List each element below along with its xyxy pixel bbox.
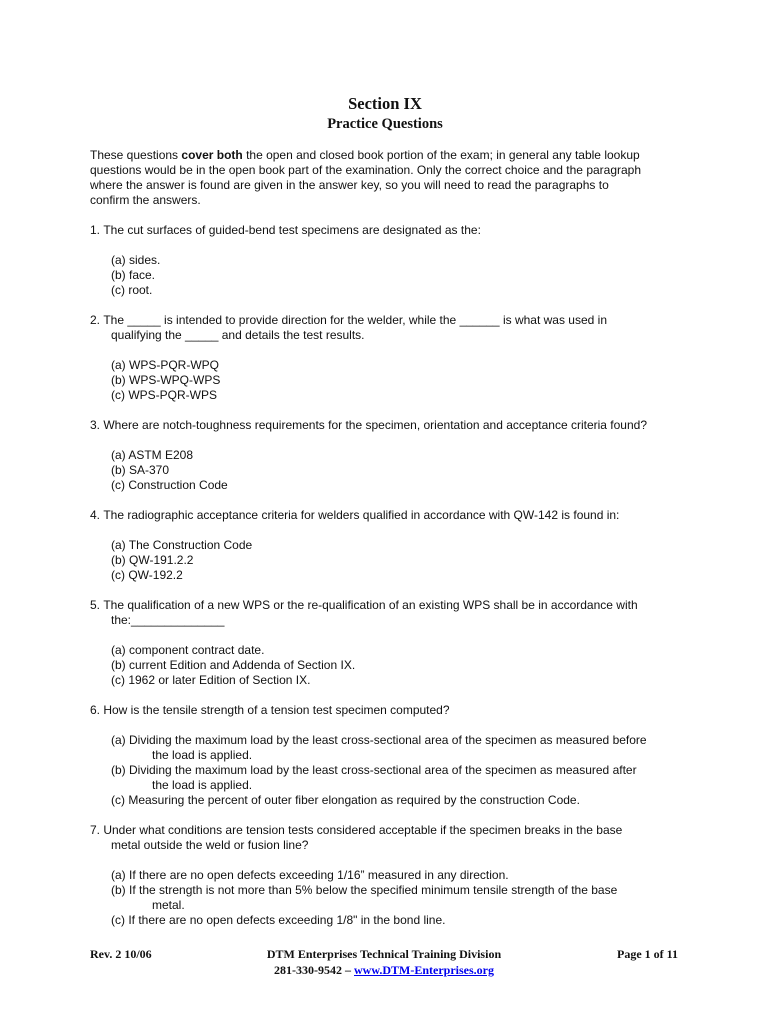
answer-option: (b) WPS-WPQ-WPS [111, 373, 221, 387]
question-number: 5. [90, 598, 104, 612]
option-label: (c) [111, 793, 129, 807]
question-4 [90, 508, 690, 583]
answer-options [90, 358, 690, 403]
answer-option [111, 883, 690, 913]
question-6 [90, 703, 690, 808]
question-text: How is the tensile strength of a tension test specimen computed? [103, 703, 450, 717]
intro-line: confirm the answers. [90, 193, 201, 207]
question-2 [90, 313, 690, 403]
answer-option [111, 793, 690, 808]
question-number: 7. [90, 823, 104, 837]
option-text-continued: metal. [152, 898, 185, 912]
answer-option: (c) 1962 or later Edition of Section IX. [111, 673, 311, 687]
intro-line: questions would be in the open book part of the examination. Only the correct choice and the paragraph [90, 163, 642, 177]
option-label: (a) [111, 733, 129, 747]
answer-option: (a) WPS-PQR-WPQ [111, 358, 219, 372]
question-text-continued: qualifying the _____ and details the test results. [111, 328, 365, 342]
option-text: If the strength is not more than 5% below the specified minimum tensile strength of the base [129, 883, 618, 897]
answer-option [111, 868, 690, 883]
intro-line: where the answer is found are given in the answer key, so you will need to read the paragraphs to [90, 178, 609, 192]
question-number: 2. [90, 313, 104, 327]
question-number: 6. [90, 703, 104, 717]
question-5 [90, 598, 690, 688]
answer-options [90, 733, 690, 808]
answer-options [90, 643, 690, 688]
answer-option: (a) sides. [111, 253, 161, 267]
answer-option [111, 913, 690, 928]
footer-contact [90, 963, 678, 978]
option-label: (b) [111, 763, 129, 777]
option-text: If there are no open defects exceeding 1/16” measured in any direction. [129, 868, 509, 882]
answer-option [111, 733, 690, 763]
answer-option: (c) QW-192.2 [111, 568, 183, 582]
question-1 [90, 223, 690, 298]
intro-emphasis: cover both [181, 148, 243, 162]
document-body [90, 148, 690, 928]
intro-line [90, 148, 690, 163]
question-text: The _____ is intended to provide direction for the welder, while the ______ is what was used in [103, 313, 607, 327]
question-number: 1. [90, 223, 104, 237]
question-text: The qualification of a new WPS or the re-qualification of an existing WPS shall be in accordance with [103, 598, 638, 612]
question-7 [90, 823, 690, 928]
option-text: Dividing the maximum load by the least cross-sectional area of the specimen as measured before [129, 733, 647, 747]
question-text: Where are notch-toughness requirements for the specimen, orientation and acceptance criteria found? [103, 418, 647, 432]
footer-phone: 281-330-9542 – [274, 963, 354, 977]
option-text-continued: the load is applied. [152, 778, 253, 792]
option-label: (c) [111, 913, 129, 927]
question-number: 4. [90, 508, 104, 522]
answer-option: (c) Construction Code [111, 478, 228, 492]
answer-option [111, 763, 690, 793]
page-subtitle: Practice Questions [327, 116, 443, 132]
answer-option: (c) WPS-PQR-WPS [111, 388, 217, 402]
question-text: The cut surfaces of guided-bend test specimens are designated as the: [103, 223, 481, 237]
footer-company: DTM Enterprises Technical Training Division [266, 947, 502, 961]
page-title: Section IX [348, 94, 422, 113]
intro-text: the open and closed book portion of the exam; in general any table lookup [242, 148, 640, 162]
option-text: If there are no open defects exceeding 1/8" in the bond line. [128, 913, 446, 927]
answer-option: (a) The Construction Code [111, 538, 253, 552]
question-text: The radiographic acceptance criteria for welders qualified in accordance with QW-142 is found in: [103, 508, 620, 522]
intro-paragraph [90, 148, 690, 208]
document-page [90, 0, 690, 1024]
answer-option: (a) ASTM E208 [111, 448, 194, 462]
option-text: Measuring the percent of outer fiber elongation as required by the construction Code. [128, 793, 580, 807]
answer-option: (b) face. [111, 268, 156, 282]
option-label: (b) [111, 883, 129, 897]
question-text-continued: metal outside the weld or fusion line? [111, 838, 309, 852]
answer-option: (b) QW-191.2.2 [111, 553, 194, 567]
question-text-continued: the:______________ [111, 613, 225, 627]
answer-option: (c) root. [111, 283, 153, 297]
question-number: 3. [90, 418, 104, 432]
question-3 [90, 418, 690, 493]
answer-option: (a) component contract date. [111, 643, 265, 657]
answer-options [90, 538, 690, 583]
intro-text: These questions [90, 148, 182, 162]
question-text: Under what conditions are tension tests considered acceptable if the specimen breaks in the base [103, 823, 623, 837]
option-label: (a) [111, 868, 129, 882]
answer-option: (b) current Edition and Addenda of Section IX. [111, 658, 356, 672]
answer-options [90, 253, 690, 298]
option-text-continued: the load is applied. [152, 748, 253, 762]
answer-options [90, 868, 690, 928]
footer-revision: Rev. 2 10/06 [90, 947, 152, 961]
footer-website-link[interactable]: www.DTM-Enterprises.org [354, 963, 494, 977]
option-text: Dividing the maximum load by the least cross-sectional area of the specimen as measured after [129, 763, 637, 777]
answer-options [90, 448, 690, 493]
footer-page-number: Page 1 of 11 [617, 947, 678, 961]
answer-option: (b) SA-370 [111, 463, 170, 477]
